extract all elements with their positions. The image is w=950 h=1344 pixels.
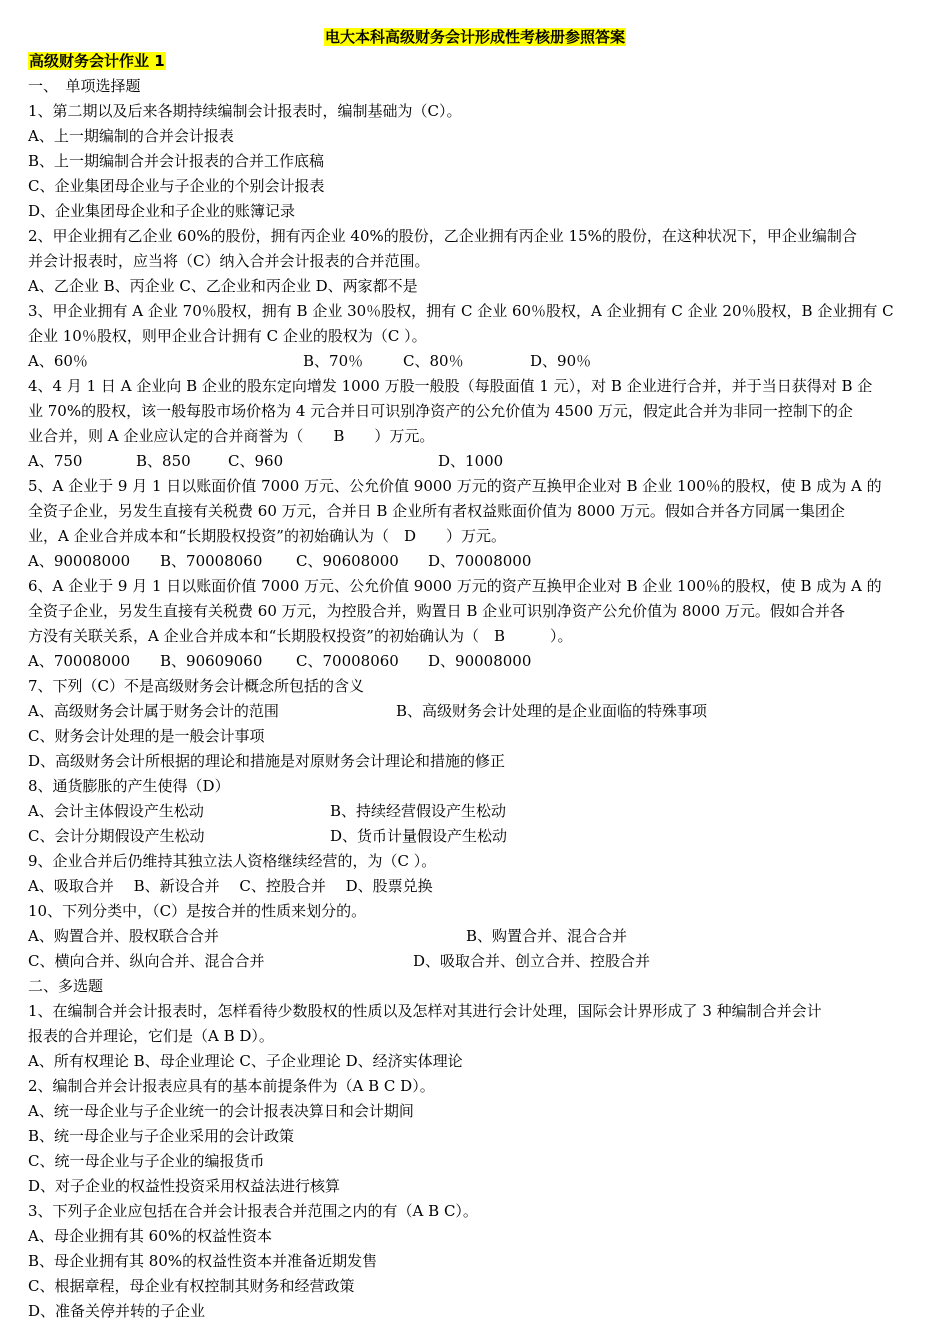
text-line: A、母企业拥有其 60%的权益性资本 (28, 1227, 272, 1245)
section-heading-multi: 二、多选题 (28, 977, 104, 995)
text-line: 业 70%的股权，该一般每股市场价格为 4 元合并日可识别净资产的公允价值为 4500 万元，假定此合并为非同一控制下的企 (28, 402, 853, 420)
text-line: 4、4 月 1 日 A 企业向 B 企业的股东定向增发 1000 万股一般股（每股面值 1 元），对 B 企业进行合并，并于当日获得对 B 企 (28, 377, 873, 395)
option: A、750 (28, 452, 83, 470)
option: D、90％ (530, 352, 592, 370)
option: B、90609060 (160, 652, 263, 670)
document-body (28, 49, 928, 1324)
text-line: B、统一母企业与子企业采用的会计政策 (28, 1127, 295, 1145)
text-line: C、根据章程，母企业有权控制其财务和经营政策 (28, 1277, 355, 1295)
text-line: 企业 10％股权，则甲企业合计拥有 C 企业的股权为（C ）。 (28, 327, 427, 345)
q10-options-ab (28, 924, 928, 949)
text-line: C、财务会计处理的是一般会计事项 (28, 727, 265, 745)
option: D、吸取合并、创立合并、控股合并 (413, 952, 651, 970)
q10-options-cd (28, 949, 928, 974)
text-line: B、母企业拥有其 80%的权益性资本并准备近期发售 (28, 1252, 378, 1270)
text-line: 10、下列分类中，（C）是按合并的性质来划分的。 (28, 902, 367, 920)
option: C、90608000 (296, 552, 399, 570)
text-line: A、乙企业 B、丙企业 C、乙企业和丙企业 D、两家都不是 (28, 277, 418, 295)
option: D、货币计量假设产生松动 (330, 827, 508, 845)
text-line: A、吸取合并 B、新设合并 C、控股合并 D、股票兑换 (28, 877, 433, 895)
text-line: 9、企业合并后仍维持其独立法人资格继续经营的，为（C ）。 (28, 852, 437, 870)
text-line: 业，A 企业合并成本和“长期股权投资”的初始确认为（ D ）万元。 (28, 527, 506, 545)
text-line: D、高级财务会计所根据的理论和措施是对原财务会计理论和措施的修正 (28, 752, 506, 770)
document-title: 电大本科高级财务会计形成性考核册参照答案 (324, 28, 625, 46)
text-line: A、所有权理论 B、母企业理论 C、子企业理论 D、经济实体理论 (28, 1052, 463, 1070)
option: C、横向合并、纵向合并、混合合并 (28, 952, 265, 970)
text-line: 2、甲企业拥有乙企业 60%的股份，拥有丙企业 40%的股份，乙企业拥有丙企业 15%的股份，在这种状况下，甲企业编制合 (28, 227, 857, 245)
text-line: 6、A 企业于 9 月 1 日以账面价值 7000 万元、公允价值 9000 万元的资产互换甲企业对 B 企业 100％的股权，使 B 成为 A 的 (28, 577, 882, 595)
text-line: D、准备关停并转的子企业 (28, 1302, 206, 1320)
option: B、850 (136, 452, 191, 470)
option: C、960 (228, 452, 284, 470)
text-line: 业合并，则 A 企业应认定的合并商誉为（ B ）万元。 (28, 427, 435, 445)
text-line: A、统一母企业与子企业统一的会计报表决算日和会计期间 (28, 1102, 414, 1120)
text-line: 方没有关联关系，A 企业合并成本和“长期股权投资”的初始确认为（ B ）。 (28, 627, 573, 645)
section-heading: 高级财务会计作业 1 (29, 52, 165, 70)
text-line: D、对子企业的权益性投资采用权益法进行核算 (28, 1177, 341, 1195)
option: C、会计分期假设产生松动 (28, 827, 205, 845)
option: C、80％ (403, 352, 464, 370)
text-line: 8、通货膨胀的产生使得（D） (28, 777, 230, 795)
text-line: 全资子企业，另发生直接有关税费 60 万元，为控股合并，购置日 B 企业可识别净资产公允价值为 8000 万元。假如合并各 (28, 602, 845, 620)
option: C、70008060 (296, 652, 399, 670)
option: D、1000 (438, 452, 504, 470)
option: B、70008060 (160, 552, 263, 570)
q4-options (28, 449, 928, 474)
text-line: 1、第二期以及后来各期持续编制会计报表时，编制基础为（C）。 (28, 102, 462, 120)
option: B、购置合并、混合合并 (466, 927, 628, 945)
text-line: C、企业集团母企业与子企业的个别会计报表 (28, 177, 325, 195)
q8-options-cd (28, 824, 928, 849)
text-line: 一、 单项选择题 (28, 77, 141, 95)
text-line: 1、在编制合并会计报表时，怎样看待少数股权的性质以及怎样对其进行会计处理，国际会计界形成了 3 种编制合并会计 (28, 1002, 822, 1020)
text-line: 3、下列子企业应包括在合并会计报表合并范围之内的有（A B C）。 (28, 1202, 478, 1220)
text-line: 3、甲企业拥有 A 企业 70％股权，拥有 B 企业 30％股权，拥有 C 企业 60％股权，A 企业拥有 C 企业 20％股权，B 企业拥有 C (28, 302, 894, 320)
text-line: 2、编制合并会计报表应具有的基本前提条件为（A B C D）。 (28, 1077, 435, 1095)
text-line: 报表的合并理论，它们是（A B D）。 (28, 1027, 274, 1045)
text-line: 7、下列（C）不是高级财务会计概念所包括的含义 (28, 677, 365, 695)
option: A、60％ (28, 352, 88, 370)
option: B、70％ (303, 352, 364, 370)
q7-options-ab (28, 699, 928, 724)
option: D、70008000 (428, 552, 532, 570)
option: B、高级财务会计处理的是企业面临的特殊事项 (396, 702, 708, 720)
option: A、高级财务会计属于财务会计的范围 (28, 702, 279, 720)
q5-options (28, 549, 928, 574)
text-line: C、统一母企业与子企业的编报货币 (28, 1152, 265, 1170)
text-line: B、上一期编制合并会计报表的合并工作底稿 (28, 152, 325, 170)
option: A、70008000 (28, 652, 131, 670)
option: A、购置合并、股权联合合并 (28, 927, 219, 945)
q3-options (28, 349, 928, 374)
text-line: D、企业集团母企业和子企业的账簿记录 (28, 202, 296, 220)
text-line: 全资子企业，另发生直接有关税费 60 万元，合并日 B 企业所有者权益账面价值为 8000 万元。假如合并各方同属一集团企 (28, 502, 845, 520)
option: A、会计主体假设产生松动 (28, 802, 204, 820)
text-line: 并会计报表时，应当将（C）纳入合并会计报表的合并范围。 (28, 252, 430, 270)
option: D、90008000 (428, 652, 532, 670)
option: B、持续经营假设产生松动 (330, 802, 507, 820)
q6-options (28, 649, 928, 674)
text-line: A、上一期编制的合并会计报表 (28, 127, 234, 145)
text-line: 5、A 企业于 9 月 1 日以账面价值 7000 万元、公允价值 9000 万元的资产互换甲企业对 B 企业 100％的股权，使 B 成为 A 的 (28, 477, 882, 495)
option: A、90008000 (28, 552, 131, 570)
q8-options-ab (28, 799, 928, 824)
